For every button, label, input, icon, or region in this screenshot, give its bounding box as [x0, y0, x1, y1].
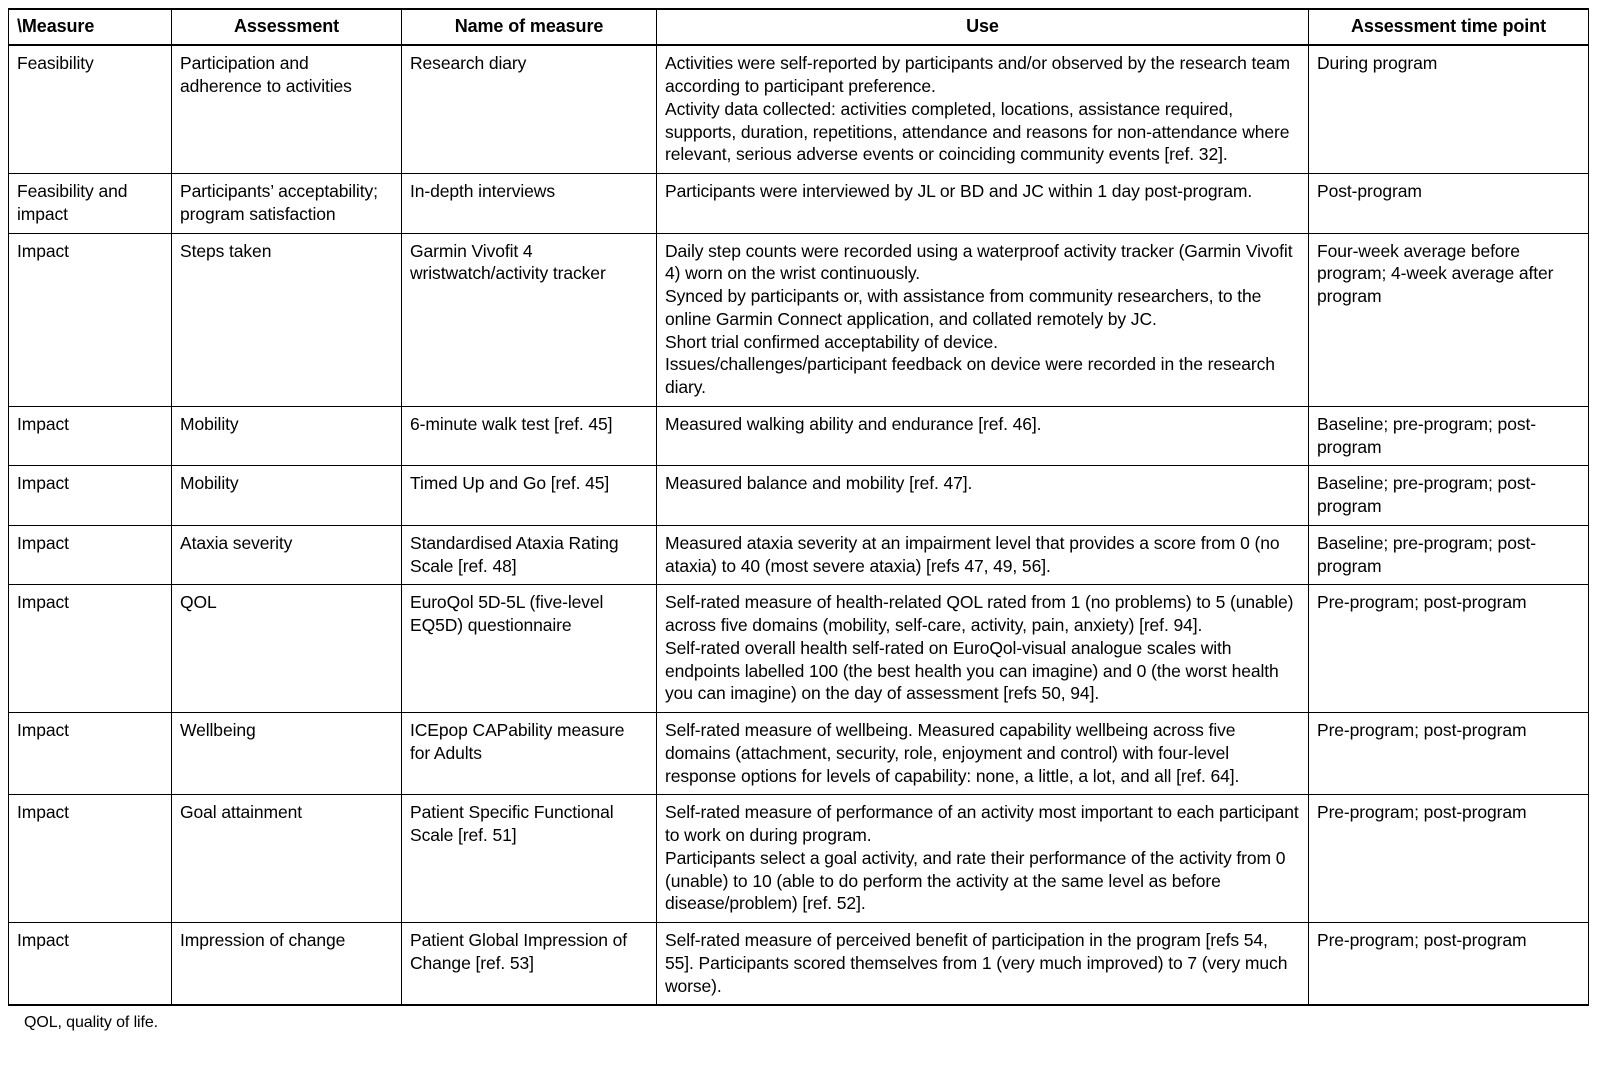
cell-time-point: Pre-program; post-program	[1309, 585, 1589, 713]
table-row	[9, 174, 1589, 234]
cell-measure: Impact	[9, 923, 172, 1006]
cell-time-point: Pre-program; post-program	[1309, 923, 1589, 1006]
cell-time-point: Four-week average before program; 4-week average after program	[1309, 233, 1589, 406]
use-paragraph: Participants were interviewed by JL or BD and JC within 1 day post-program.	[665, 181, 1253, 202]
cell-assessment: Goal attainment	[172, 795, 402, 923]
cell-name-of-measure: Patient Global Impression of Change [ref. 53]	[402, 923, 657, 1006]
cell-name-of-measure: 6-minute walk test [ref. 45]	[402, 406, 657, 466]
column-header-measure: \Measure	[9, 9, 172, 45]
cell-assessment: Ataxia severity	[172, 525, 402, 585]
use-paragraph: Issues/challenges/participant feedback on device were recorded in the research diary.	[665, 354, 1275, 398]
cell-assessment: Impression of change	[172, 923, 402, 1006]
cell-time-point: Baseline; pre-program; post-program	[1309, 525, 1589, 585]
table-header-row	[9, 9, 1589, 45]
use-paragraph: Measured balance and mobility [ref. 47].	[665, 473, 973, 494]
table-row	[9, 406, 1589, 466]
cell-use	[657, 585, 1309, 713]
table-footnote: QOL, quality of life.	[24, 1014, 158, 1032]
use-paragraph: Participants select a goal activity, and rate their performance of the activity from 0 (unable) to 10 (able to do perform the activity at the same level as before disease/problem) [ref. 52].	[665, 847, 1286, 914]
outcome-measures-table	[8, 8, 1589, 1006]
cell-measure: Feasibility	[9, 45, 172, 173]
use-paragraph: Measured walking ability and endurance [ref. 46].	[665, 413, 1042, 434]
cell-name-of-measure: In-depth interviews	[402, 174, 657, 234]
cell-name-of-measure: Timed Up and Go [ref. 45]	[402, 466, 657, 526]
cell-use	[657, 466, 1309, 526]
cell-time-point: During program	[1309, 45, 1589, 173]
cell-name-of-measure: Research diary	[402, 45, 657, 173]
cell-use	[657, 174, 1309, 234]
cell-assessment: QOL	[172, 585, 402, 713]
cell-time-point: Pre-program; post-program	[1309, 713, 1589, 795]
use-paragraph: Self-rated measure of perceived benefit of participation in the program [refs 54, 55]. Participants scored themselves from 1 (very much improved) to 7 (very much worse).	[665, 930, 1288, 996]
cell-name-of-measure: ICEpop CAPability measure for Adults	[402, 713, 657, 795]
cell-measure: Impact	[9, 795, 172, 923]
use-paragraph: Daily step counts were recorded using a waterproof activity tracker (Garmin Vivofit 4) worn on the wrist continuously.	[665, 240, 1293, 284]
use-paragraph: Synced by participants or, with assistance from community researchers, to the online Garmin Connect application, and collated remotely by JC.	[665, 286, 1262, 329]
cell-name-of-measure: EuroQol 5D-5L (five-level EQ5D) questionnaire	[402, 585, 657, 713]
table-row	[9, 45, 1589, 173]
use-paragraph: Self-rated measure of performance of an activity most important to each participant to work on during program.	[665, 802, 1299, 846]
cell-time-point: Baseline; pre-program; post-program	[1309, 406, 1589, 466]
cell-assessment: Participation and adherence to activities	[172, 45, 402, 173]
cell-use	[657, 406, 1309, 466]
cell-name-of-measure: Patient Specific Functional Scale [ref. 51]	[402, 795, 657, 923]
table-row	[9, 233, 1589, 406]
table-row	[9, 713, 1589, 795]
cell-use	[657, 795, 1309, 923]
use-paragraph: Self-rated overall health self-rated on EuroQol-visual analogue scales with endpoints labelled 100 (the best health you can imagine) and 0 (the worst health you can imagine) on the day of assessment [refs 50, 94].	[665, 637, 1279, 704]
table-row	[9, 585, 1589, 713]
cell-use	[657, 923, 1309, 1006]
table-row	[9, 923, 1589, 1006]
use-paragraph: Short trial confirmed acceptability of device.	[665, 331, 998, 352]
use-paragraph: Activity data collected: activities completed, locations, assistance required, supports, duration, repetitions, attendance and reasons for non-attendance where relevant, serious adverse events or coinciding community events [ref. 32].	[665, 98, 1290, 165]
cell-measure: Feasibility and impact	[9, 174, 172, 234]
use-paragraph: Measured ataxia severity at an impairment level that provides a score from 0 (no ataxia) to 40 (most severe ataxia) [refs 47, 49, 56].	[665, 532, 1280, 576]
table-row	[9, 525, 1589, 585]
cell-assessment: Steps taken	[172, 233, 402, 406]
cell-use	[657, 45, 1309, 173]
column-header-assessment: Assessment	[172, 9, 402, 45]
cell-time-point: Pre-program; post-program	[1309, 795, 1589, 923]
cell-use	[657, 233, 1309, 406]
cell-assessment: Mobility	[172, 406, 402, 466]
cell-measure: Impact	[9, 585, 172, 713]
cell-measure: Impact	[9, 466, 172, 526]
cell-name-of-measure: Garmin Vivofit 4 wristwatch/activity tracker	[402, 233, 657, 406]
cell-time-point: Post-program	[1309, 174, 1589, 234]
use-paragraph: Self-rated measure of wellbeing. Measured capability wellbeing across five domains (attachment, security, role, enjoyment and control) with four-level response options for levels of capability: none, a little, a lot, and all [ref. 64].	[665, 720, 1240, 786]
column-header-name-of-measure: Name of measure	[402, 9, 657, 45]
cell-measure: Impact	[9, 406, 172, 466]
use-paragraph: Self-rated measure of health-related QOL rated from 1 (no problems) to 5 (unable) across five domains (mobility, self-care, activity, pain, anxiety) [ref. 94].	[665, 592, 1294, 636]
cell-measure: Impact	[9, 233, 172, 406]
table-header	[9, 9, 1589, 45]
cell-measure: Impact	[9, 713, 172, 795]
cell-assessment: Wellbeing	[172, 713, 402, 795]
cell-measure: Impact	[9, 525, 172, 585]
column-header-assessment-time-point: Assessment time point	[1309, 9, 1589, 45]
use-paragraph: Activities were self-reported by participants and/or observed by the research team according to participant preference.	[665, 53, 1291, 97]
cell-use	[657, 713, 1309, 795]
table-row	[9, 795, 1589, 923]
cell-use	[657, 525, 1309, 585]
cell-time-point: Baseline; pre-program; post-program	[1309, 466, 1589, 526]
table-body	[9, 45, 1589, 1005]
cell-name-of-measure: Standardised Ataxia Rating Scale [ref. 48]	[402, 525, 657, 585]
cell-assessment: Participants’ acceptability; program satisfaction	[172, 174, 402, 234]
table-row	[9, 466, 1589, 526]
cell-assessment: Mobility	[172, 466, 402, 526]
column-header-use: Use	[657, 9, 1309, 45]
